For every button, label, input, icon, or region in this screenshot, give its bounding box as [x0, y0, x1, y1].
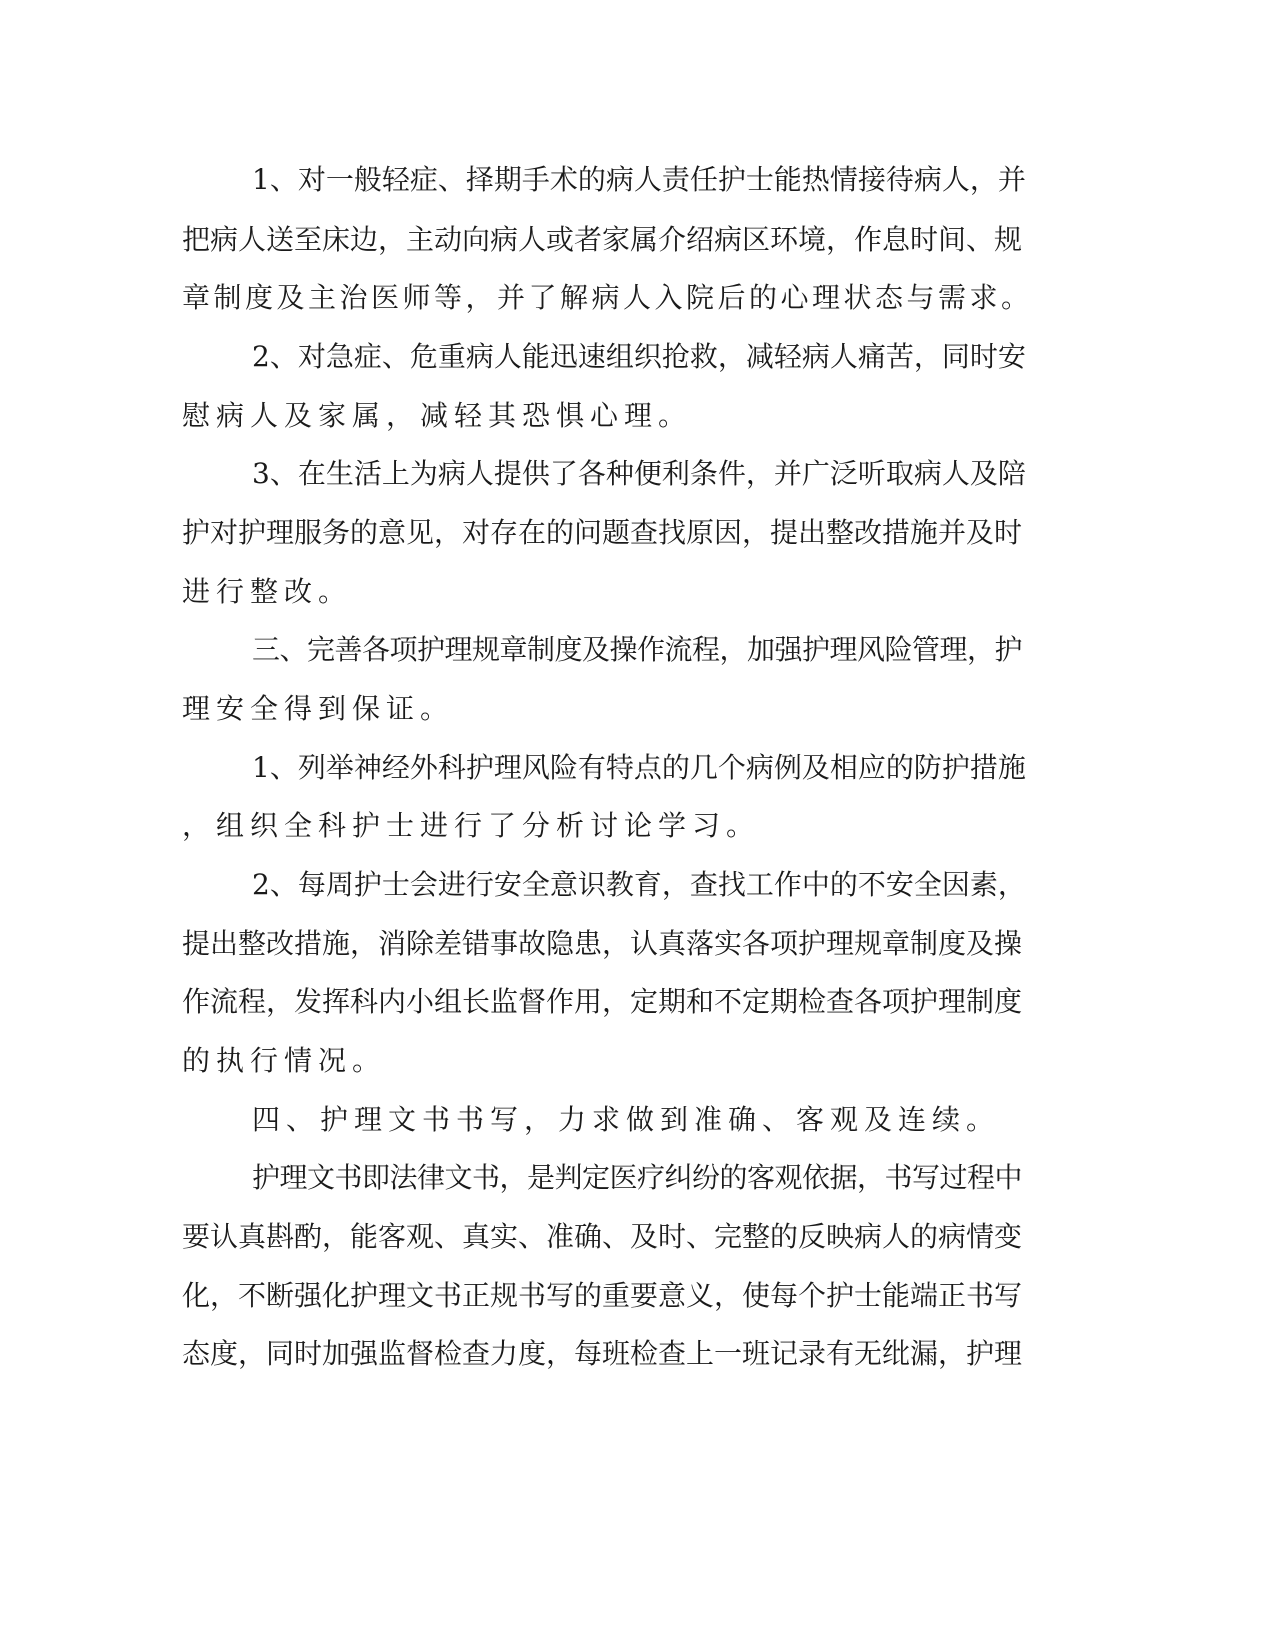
text-line: 提出整改措施，消除差错事故隐患，认真落实各项护理规章制度及操: [182, 927, 1023, 960]
text-line: 1、列举神经外科护理风险有特点的几个病例及相应的防护措施: [252, 751, 1026, 784]
text-line: 进行整改。: [182, 575, 353, 608]
text-line: 把病人送至床边，主动向病人或者家属介绍病区环境，作息时间、规: [182, 223, 1023, 256]
text-line: 作流程，发挥科内小组长监督作用，定期和不定期检查各项护理制度: [182, 985, 1023, 1018]
text-line: 章制度及主治医师等，并了解病人入院后的心理状态与需求。: [182, 281, 1033, 314]
text-line: 的执行情况。: [182, 1044, 387, 1077]
text-line: 要认真斟酌，能客观、真实、准确、及时、完整的反映病人的病情变: [182, 1220, 1023, 1253]
text-line: 2、每周护士会进行安全意识教育，查找工作中的不安全因素，: [252, 868, 1026, 901]
text-line: 护理文书即法律文书，是判定医疗纠纷的客观依据，书写过程中: [252, 1161, 1023, 1194]
section-heading: 三、完善各项护理规章制度及操作流程，加强护理风险管理，护: [252, 633, 1023, 666]
text-line: 态度，同时加强监督检查力度，每班检查上一班记录有无纰漏，护理: [182, 1337, 1023, 1370]
text-line: 护对护理服务的意见，对存在的问题查找原因，提出整改措施并及时: [182, 516, 1023, 549]
text-line: 2、对急症、危重病人能迅速组织抢救，减轻病人痛苦，同时安: [252, 340, 1026, 373]
text-line: ，组织全科护士进行了分析讨论学习。: [182, 809, 761, 842]
text-line: 3、在生活上为病人提供了各种便利条件，并广泛听取病人及陪: [252, 457, 1026, 490]
text-line: 1、对一般轻症、择期手术的病人责任护士能热情接待病人，并: [252, 163, 1026, 196]
section-heading: 四、护理文书书写，力求做到准确、客观及连续。: [252, 1103, 1001, 1136]
text-line: 化，不断强化护理文书正规书写的重要意义，使每个护士能端正书写: [182, 1279, 1023, 1312]
text-line: 理安全得到保证。: [182, 692, 455, 725]
text-line: 慰病人及家属，减轻其恐惧心理。: [182, 399, 693, 432]
